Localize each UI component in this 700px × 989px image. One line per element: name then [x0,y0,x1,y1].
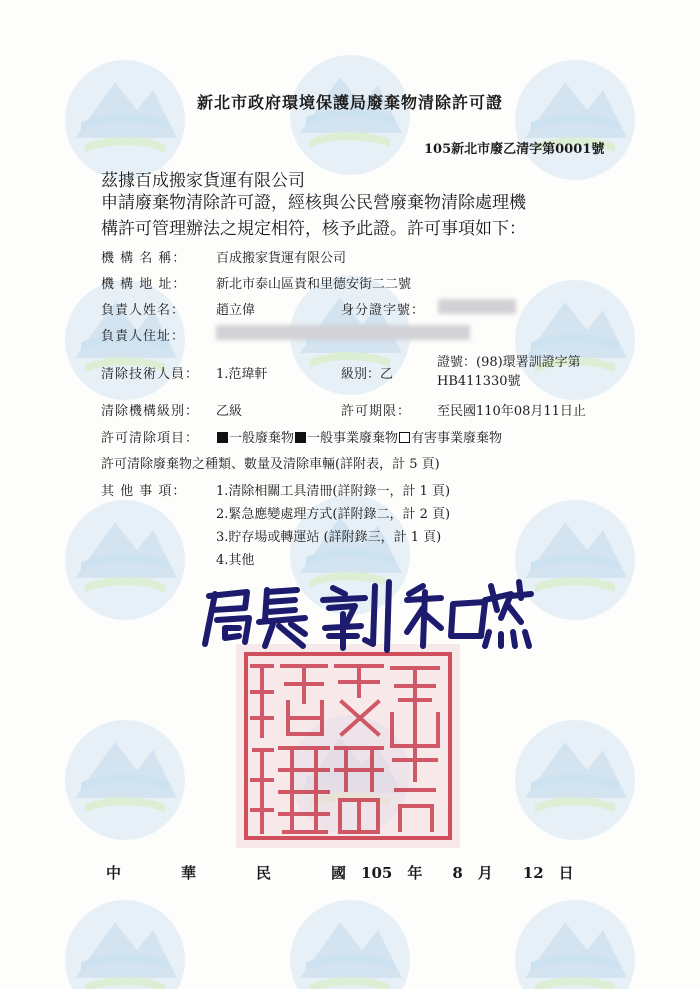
checkbox-checked-icon [217,432,228,443]
id-number-redacted [438,299,516,314]
waste-type-list [216,427,502,446]
technician-value: 1.范瑋軒 [216,367,268,382]
permit-number: 105新北市廢乙清字第0001號 [424,142,605,157]
technician-label: 清除技術人員： [101,367,200,382]
waste-type-hazardous: 有害事業廢棄物 [411,431,503,446]
issue-date: 中 華 民 國 105 年 8 月 12 日 [106,864,574,882]
validity-value: 至民國110年08月11日止 [437,404,586,419]
page-title: 新北市政府環境保護局廢棄物清除許可證 [196,93,503,112]
facility-level-value: 乙級 [216,404,243,419]
waste-type-general: 一般廢棄物 [229,431,295,446]
responsible-address-label: 負責人住址： [101,329,186,344]
other-item: 1.清除相關工具清冊(詳附錄一，計 1 頁) [216,484,451,499]
responsible-name-value: 趙立偉 [216,303,256,318]
other-item: 2.緊急應變處理方式(詳附錄二，計 2 頁) [216,507,451,522]
waste-type-industrial: 一般事業廢棄物 [307,431,399,446]
id-number-label: 身分證字號： [341,303,426,318]
org-address-label: 機 構 地 址： [101,277,187,292]
technician-level: 級別：乙 [341,367,394,382]
responsible-name-label: 負責人姓名： [101,303,186,318]
license-number-line2: HB411330號 [437,374,521,389]
other-item: 3.貯存場或轉運站 (詳附錄三，計 1 頁) [216,530,442,545]
org-name-label: 機 構 名 稱： [101,251,187,266]
org-name-value: 百成搬家貨運有限公司 [216,251,347,266]
validity-label: 許可期限： [341,404,412,419]
intro-line: 申請廢棄物清除許可證，經核與公民營廢棄物清除處理機 [101,193,526,213]
intro-paragraph [101,190,621,242]
official-seal [232,640,464,852]
types-line: 許可清除廢棄物之種類、數量及清除車輛(詳附表，計 5 頁) [101,457,440,472]
license-number-line1: 證號：(98)環署訓證字第 [437,355,581,370]
responsible-address-redacted [216,325,470,340]
holder-line: 茲據百成搬家貨運有限公司 [101,171,305,191]
org-address-value: 新北市泰山區貴和里德安街二二號 [216,277,412,292]
permitted-items-label: 許可清除項目： [101,431,200,446]
facility-level-label: 清除機構級別： [101,404,200,419]
other-item: 4.其他 [216,553,255,568]
checkbox-checked-icon [295,432,306,443]
other-items-label: 其 他 事 項： [101,484,187,499]
director-signature [195,574,535,654]
intro-line: 構許可管理辦法之規定相符，核予此證。許可事項如下： [101,219,526,239]
checkbox-unchecked-icon [399,432,410,443]
